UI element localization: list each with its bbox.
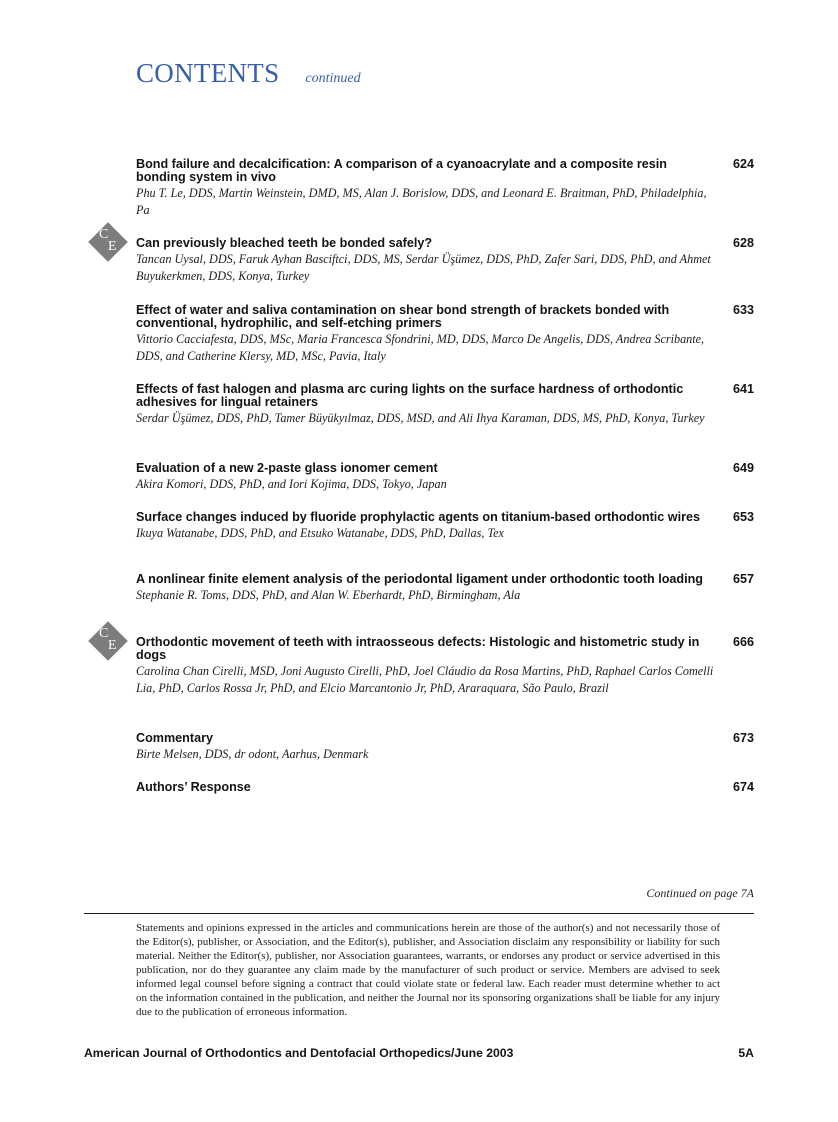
- article-page: 633: [732, 303, 754, 317]
- footer-journal-title: American Journal of Orthodontics and Dentofacial Orthopedics/June 2003: [84, 1046, 514, 1060]
- article-title[interactable]: Bond failure and decalcification: A comparison of a cyanoacrylate and a composite resin bonding system in vivo: [136, 157, 667, 184]
- continued-note: Continued on page 7A: [646, 886, 754, 900]
- article-authors: Stephanie R. Toms, DDS, PhD, and Alan W. Eberhardt, PhD, Birmingham, Ala: [136, 588, 521, 602]
- ce-letter-c: C: [99, 626, 109, 641]
- toc-entry[interactable]: [136, 462, 754, 493]
- article-title[interactable]: A nonlinear finite element analysis of the periodontal ligament under orthodontic tooth loading: [136, 572, 703, 586]
- article-page: 641: [732, 382, 754, 396]
- article-title[interactable]: Effects of fast halogen and plasma arc curing lights on the surface hardness of orthodontic adhesives for lingual retainers: [136, 382, 684, 409]
- article-title[interactable]: Surface changes induced by fluoride prophylactic agents on titanium-based orthodontic wires: [136, 510, 701, 524]
- article-authors: Birte Melsen, DDS, dr odont, Aarhus, Denmark: [136, 747, 369, 761]
- article-title[interactable]: Orthodontic movement of teeth with intraosseous defects: Histologic and histometric study in dogs: [136, 635, 700, 662]
- article-page: 653: [732, 510, 754, 524]
- article-authors: Ikuya Watanabe, DDS, PhD, and Etsuko Watanabe, DDS, PhD, Dallas, Tex: [136, 526, 504, 540]
- toc-entry[interactable]: [136, 158, 754, 219]
- article-authors: Akira Komori, DDS, PhD, and Iori Kojima, DDS, Tokyo, Japan: [136, 477, 447, 491]
- article-title[interactable]: Effect of water and saliva contamination on shear bond strength of brackets bonded with conventional, hydrophilic, and self-etching primers: [136, 303, 670, 330]
- page-heading: [136, 58, 361, 89]
- article-authors: Carolina Chan Cirelli, MSD, Joni Augusto Cirelli, PhD, Joel Cláudio da Rosa Martins, PhD, Raphael Carlos Comelli Lia, PhD, Carlos Rossa Jr, PhD, and Elcio Marcantonio Jr, PhD, Araraquara, São Paulo, Brazil: [136, 664, 714, 695]
- ce-letter-e: E: [108, 638, 117, 653]
- article-page: 657: [732, 572, 754, 586]
- page-subtitle: continued: [305, 71, 361, 86]
- page-title: CONTENTS: [136, 58, 280, 88]
- article-authors: Phu T. Le, DDS, Martin Weinstein, DMD, MS, Alan J. Borislow, DDS, and Leonard E. Braitman, PhD, Philadelphia, Pa: [136, 186, 707, 217]
- toc-entry[interactable]: [136, 781, 754, 794]
- ce-diamond-icon: [88, 621, 128, 661]
- ce-letter-e: E: [108, 239, 117, 254]
- footer-divider: [84, 913, 754, 914]
- toc-entry[interactable]: [136, 304, 754, 365]
- ce-diamond-icon: [88, 222, 128, 262]
- article-title[interactable]: Can previously bleached teeth be bonded safely?: [136, 236, 433, 250]
- article-page: 649: [732, 461, 754, 475]
- toc-entry[interactable]: [136, 511, 754, 542]
- toc-entry[interactable]: [136, 732, 754, 763]
- disclaimer-text: Statements and opinions expressed in the articles and communications herein are those of the author(s) and not necessarily those of the Editor(s), publisher, or Association, and the Editor(s), publisher, and Association disclaim any responsibility or liability for such material. Neither the Editor(s), publisher, nor Association guarantees, warrants, or endorses any product or service advertised in this publication, nor do they guarantee any claim made by the manufacturer of such product or service. Members are advised to seek informed legal counsel before signing a contract that could violate state or federal law. Each reader must determine whether to act on the information contained in the publication, and neither the Journal nor its sponsoring organizations shall be liable for any injury due to the publication of erroneous information.: [136, 922, 720, 1018]
- article-authors: Tancan Uysal, DDS, Faruk Ayhan Basciftci, DDS, MS, Serdar Üşümez, DDS, PhD, Zafer Sari, DDS, PhD, and Ahmet Buyukerkmen, DDS, Konya, Turkey: [136, 252, 711, 283]
- article-page: 666: [732, 635, 754, 649]
- article-authors: Serdar Üşümez, DDS, PhD, Tamer Büyükyılmaz, DDS, MSD, and Ali Ihya Karaman, DDS, MS, PhD, Konya, Turkey: [136, 411, 705, 425]
- article-title[interactable]: Commentary: [136, 731, 213, 745]
- article-page: 673: [732, 731, 754, 745]
- article-page: 628: [732, 236, 754, 250]
- toc-entry[interactable]: [136, 573, 754, 604]
- article-title[interactable]: Authors’ Response: [136, 780, 251, 794]
- toc-entry[interactable]: [136, 383, 754, 427]
- footer-page-number: 5A: [738, 1046, 754, 1060]
- article-page: 674: [732, 780, 754, 794]
- article-authors: Vittorio Cacciafesta, DDS, MSc, Maria Francesca Sfondrini, MD, DDS, Marco De Angelis, DDS, Andrea Scribante, DDS, and Catherine Klersy, MD, MSc, Pavia, Italy: [136, 332, 705, 363]
- article-page: 624: [732, 157, 754, 171]
- ce-letter-c: C: [99, 227, 109, 242]
- article-title[interactable]: Evaluation of a new 2-paste glass ionomer cement: [136, 461, 438, 475]
- toc-entry[interactable]: [136, 636, 754, 697]
- toc-entry[interactable]: [136, 237, 754, 285]
